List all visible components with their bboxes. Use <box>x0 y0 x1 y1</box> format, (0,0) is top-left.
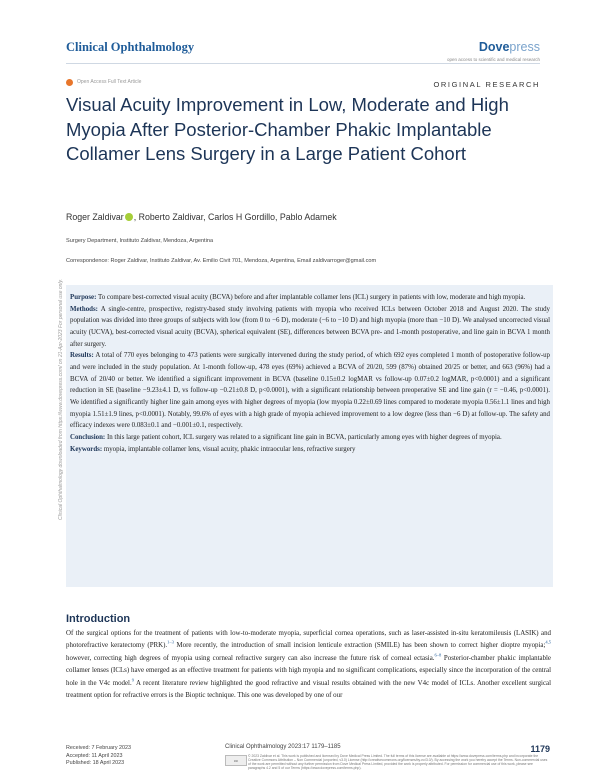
conclusion-label: Conclusion: <box>70 433 106 441</box>
author-list <box>66 212 337 222</box>
keywords-label: Keywords: <box>70 445 103 453</box>
publisher-name-b: press <box>509 40 540 54</box>
article-title: Visual Acuity Improvement in Low, Moderate and High Myopia After Posterior-Chamber Phakic Implantable Collamer Lens Surgery in a Large Patient Cohort <box>66 94 509 164</box>
publisher-tagline: open access to scientific and medical research <box>446 57 540 62</box>
cc-license-icon[interactable]: cc <box>225 755 247 766</box>
intro-body <box>66 628 551 702</box>
publisher-name-a: Dove <box>478 40 510 54</box>
published-date: Published: 18 April 2023 <box>66 760 125 767</box>
purpose-text: To compare best-corrected visual acuity (BCVA) before and after implantable collamer lens (ICL) surgery in patients with low, moderate and high myopia. <box>96 294 526 301</box>
section-label: ORIGINAL RESEARCH <box>433 80 540 89</box>
author-first[interactable]: Roger Zaldivar <box>66 212 124 222</box>
header-divider <box>66 63 540 64</box>
keywords-text: myopia, implantable collamer lens, visual acuity, phakic intraocular lens, refractive surgery <box>102 445 356 453</box>
conclusion-text: In this large patient cohort, ICL surgery was related to a significant line gain in BCVA, particularly among eyes with higher degrees of myopia. <box>105 433 502 441</box>
open-access-icon <box>66 79 73 86</box>
purpose-label: Purpose: <box>70 294 97 301</box>
download-watermark: Clinical Ophthalmology downloaded from https://www.dovepress.com/ on 21-Apr-2023 For personal use only. <box>58 278 64 520</box>
ref-2[interactable]: 4,5 <box>545 640 551 646</box>
intro-heading: Introduction <box>66 613 131 625</box>
intro-text-4: Posterior-chamber phakic implantable collamer lenses (ICLs) have emerged as an effective treatment for patients with high myopia and no significant complications, especially since the incorporation of the central hole in the V4c model. <box>66 654 551 687</box>
license-text: © 2023 Zaldivar et al. This work is published and licensed by Dove Medical Press Limited. The full terms of this license are available at https://www.dovepress.com/terms.php and incorporate the Creative Commons Attribution – Non Commercial (unported, v3.0) License (http://creativecommons.org/licenses/by-nc/3.0/). By accessing the work you hereby accept the Terms. Non-commercial uses of the work are permitted without any further permission from Dove Medical Press Limited, provided the work is properly attributed. For permission for commercial use of this work, please see paragraphs 4.2 and 5 of our Terms (https://www.dovepress.com/terms.php). <box>248 754 548 771</box>
correspondence: Correspondence: Roger Zaldivar, Instituto Zaldivar, Av. Emilio Civit 701, Mendoza, Argentina, Email zaldivarroger@gmail.com <box>66 258 377 264</box>
footer-citation: Clinical Ophthalmology 2023:17 1179–1185 <box>225 744 341 750</box>
open-access-label: Open Access Full Text Article <box>77 79 142 85</box>
results-text: A total of 770 eyes belonging to 473 patients were surgically intervened during the study period, of which 692 eyes completed 1 month of postoperative follow-up and were included in the study population. At 1-month follow-up, 478 eyes (69%) achieved a BCVA of 20/20, 599 (87%) obtained 20/25 or better, and 663 (96%) had a BCVA of 20/40 or better. We identified a significant improvement in BCVA (baseline 0.15±0.2 logMAR vs follow-up 0.07±0.2 logMAR, p<0.0001) and a significant reduction in SE (baseline −9.23±4.1 D, vs follow-up −0.21±0.8 D, p<0.0001), with a significant relationship between preoperative SE and line gain (r = −0.46, p<0.0001). We identified a significantly higher line gain among eyes with higher degrees of myopia (low myopia 0.22±0.69 lines compared to moderate myopia 0.56±1.1 lines and high myopia 1.51±1.9 lines, p<0.0001). Notably, 99.6% of eyes with a high grade of myopia achieved improvement to a low degree (less than −6 D) at follow-up. The safety and efficacy indexes were 0.083±0.1 and −0.001±0.1, respectively. <box>70 352 550 430</box>
affiliation: Surgery Department, Instituto Zaldivar, Mendoza, Argentina <box>66 238 214 244</box>
intro-text-3: however, correcting high degrees of myopia using corneal refractive surgery can also increase the future risk of corneal ectasia. <box>66 654 435 662</box>
intro-text-5: A recent literature review highlighted the good refractive and visual results obtained with the new V4c model of ICLs. Another excellent surgical treatment option for refractive errors is the Bioptic technique. This one was developed by one of our <box>66 679 551 700</box>
publisher-logo <box>479 40 540 54</box>
article-dates <box>66 745 131 768</box>
abstract <box>70 292 550 455</box>
intro-text-1: Of the surgical options for the treatment of patients with low-to-moderate myopia, superficial cornea operations, such as laser-assisted in-situ keratomileusis (LASIK) and photorefractive keratectomy (PRK). <box>66 630 551 650</box>
ref-1[interactable]: 1–3 <box>167 640 174 646</box>
results-label: Results: <box>70 352 94 360</box>
accepted-date: Accepted: 11 April 2023 <box>66 752 123 759</box>
ref-3[interactable]: 6–8 <box>434 652 442 658</box>
intro-text-2: More recently, the introduction of small incision lenticule extraction (SMILE) has been shown to correct higher dioptre myopia; <box>173 642 546 650</box>
received-date: Received: 7 February 2023 <box>66 745 132 751</box>
author-others: , Roberto Zaldivar, Carlos H Gordillo, Pablo Adamek <box>133 212 337 222</box>
ref-4[interactable]: 9 <box>131 677 134 683</box>
page-number: 1179 <box>530 744 550 754</box>
methods-text: A single-centre, prospective, registry-based study involving patients with myopia who received ICLs between October 2018 and August 2020. The study population was divided into three groups of subjects with low (from 0 to −6 D), moderate (−6 to −10 D) and high myopia (more than −10 D). We analysed uncorrected visual acuity (UCVA), best-corrected visual acuity (BCVA), spherical equivalent (SE), differences between BCVA pre- and 1-month postoperative, and line gain in BCVA 1 month after surgery. <box>70 305 550 348</box>
orcid-icon[interactable] <box>125 213 133 221</box>
methods-label: Methods: <box>70 305 98 313</box>
journal-name: Clinical Ophthalmology <box>66 40 195 54</box>
